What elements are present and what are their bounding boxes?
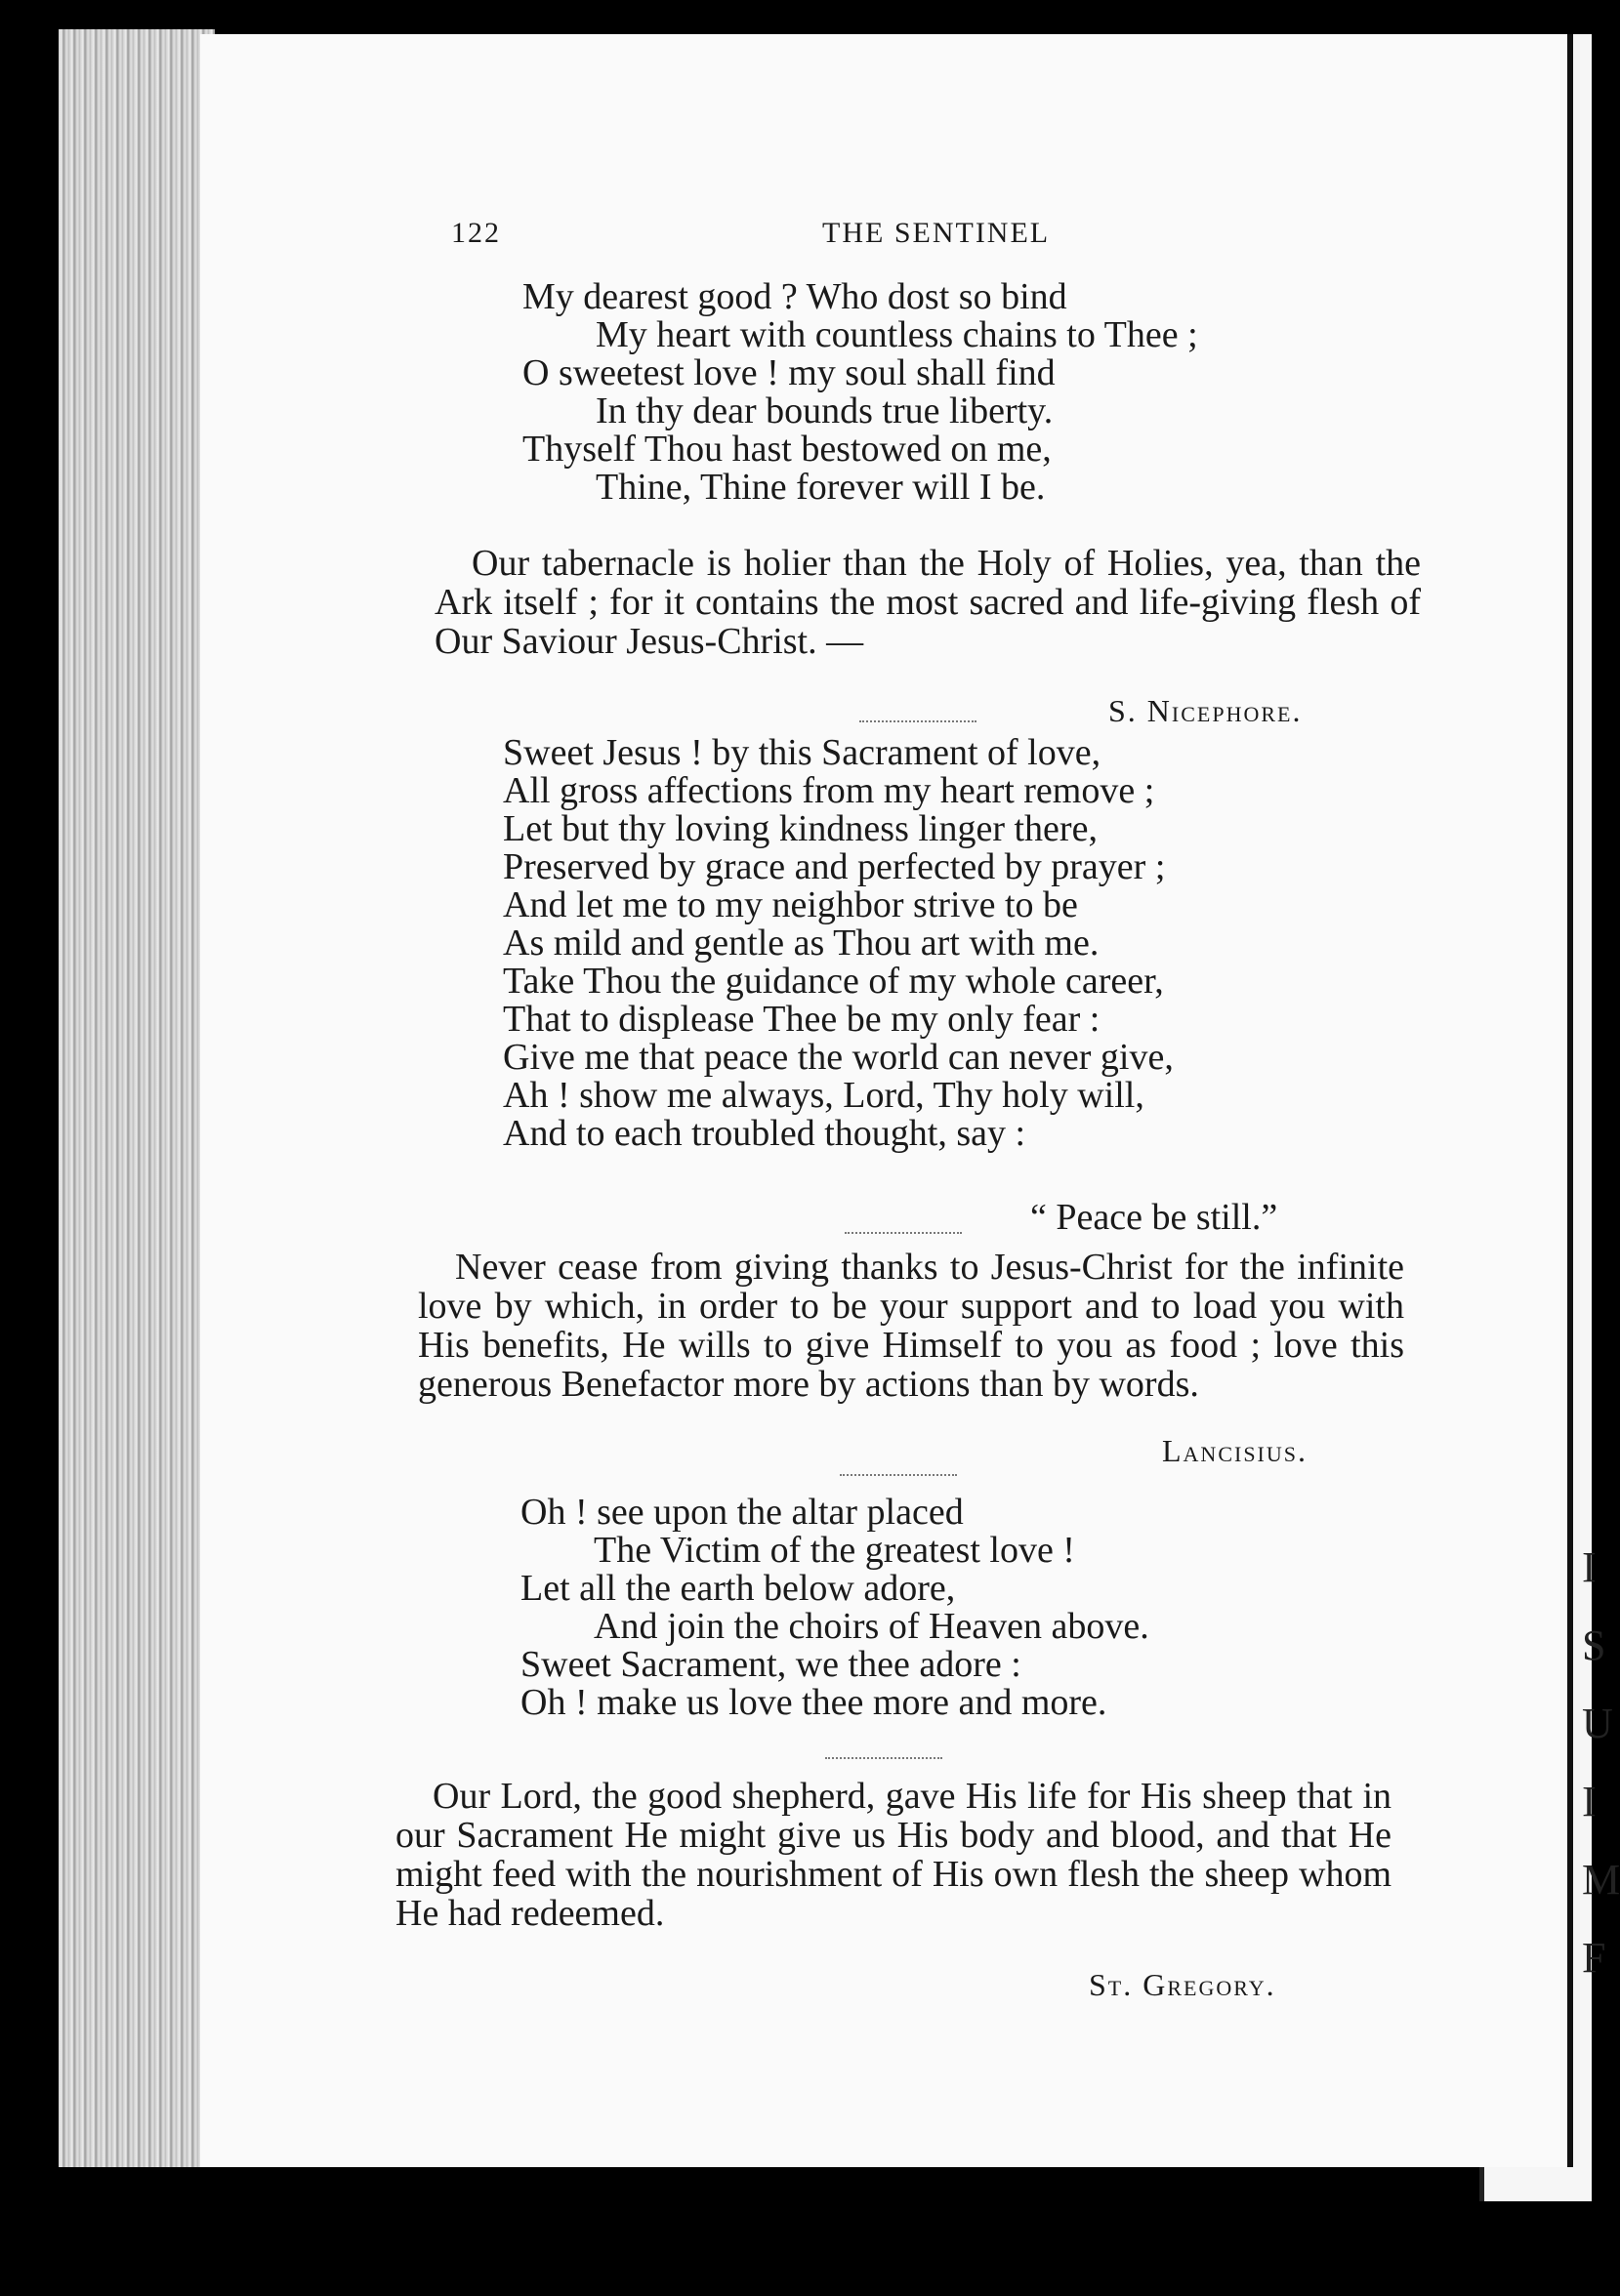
- verse-line: My dearest good ? Who dost so bind: [522, 276, 1067, 317]
- verse-line: Thyself Thou hast bestowed on me,: [522, 429, 1052, 470]
- verse-line: “ Peace be still.”: [1030, 1197, 1278, 1238]
- facing-page-letter: I: [1582, 1543, 1597, 1591]
- facing-page-letter: S: [1582, 1621, 1606, 1669]
- verse-line: All gross affections from my heart remove ;: [503, 770, 1155, 811]
- verse-line: Sweet Sacrament, we thee adore :: [520, 1644, 1021, 1685]
- facing-page-letter: U: [1582, 1700, 1613, 1747]
- prose-passage-3: [395, 1777, 1392, 1933]
- verse-line: And join the choirs of Heaven above.: [594, 1606, 1149, 1647]
- verse-line: That to displease Thee be my only fear :: [503, 999, 1101, 1040]
- verse-line: And to each troubled thought, say :: [503, 1113, 1026, 1154]
- page-edges: [59, 29, 215, 2167]
- facing-page-letter: F: [1582, 1934, 1606, 1982]
- verse-stanza-1: [522, 278, 1198, 507]
- running-head: [451, 217, 1428, 266]
- verse-stanza-2-end: [1030, 1199, 1277, 1237]
- verse-line: Preserved by grace and perfected by prayer ;: [503, 846, 1166, 887]
- section-separator: [840, 1474, 957, 1482]
- verse-line: Oh ! make us love thee more and more.: [520, 1682, 1107, 1723]
- facing-page-letter: M: [1582, 1856, 1620, 1904]
- verse-line: And let me to my neighbor strive to be: [503, 884, 1078, 925]
- running-title: THE SENTINEL: [822, 217, 1051, 249]
- verse-line: Oh ! see upon the altar placed: [520, 1492, 964, 1533]
- verse-line: Sweet Jesus ! by this Sacrament of love,: [503, 732, 1101, 773]
- attribution-lancisius: Lancisius.: [1162, 1433, 1308, 1468]
- verse-line: The Victim of the greatest love !: [594, 1530, 1075, 1571]
- passage-text: Our Lord, the good shepherd, gave His life for His sheep that in our Sacrament He might give us His body and blood, and that He might feed with the nourishment of His own flesh the sheep whom He had redeemed.: [395, 1776, 1392, 1934]
- attribution-gregory: St. Gregory.: [1089, 1967, 1276, 2002]
- verse-line: Take Thou the guidance of my whole career,: [503, 961, 1164, 1002]
- verse-stanza-3: [520, 1494, 1149, 1722]
- verse-line: My heart with countless chains to Thee ;: [596, 314, 1198, 355]
- prose-passage-1: [435, 544, 1421, 661]
- section-separator: [859, 720, 976, 728]
- verse-line: Let but thy loving kindness linger there,: [503, 808, 1098, 849]
- verse-line: O sweetest love ! my soul shall find: [522, 352, 1056, 393]
- verse-line: Give me that peace the world can never give,: [503, 1037, 1174, 1078]
- section-separator: [825, 1757, 942, 1765]
- passage-text: Never cease from giving thanks to Jesus-Christ for the infinite love by which, in order to be your support and to load you with His benefits, He wills to give Himself to you as food ; love this generous Benefactor more by actions than by words.: [418, 1247, 1404, 1405]
- verse-line: In thy dear bounds true liberty.: [596, 390, 1054, 431]
- page-number: 122: [451, 217, 501, 249]
- verse-line: As mild and gentle as Thou art with me.: [503, 922, 1100, 964]
- verse-line: Let all the earth below adore,: [520, 1568, 956, 1609]
- verse-stanza-2: [503, 734, 1174, 1153]
- verse-line: Thine, Thine forever will I be.: [596, 467, 1046, 508]
- passage-text: Our tabernacle is holier than the Holy of Holies, yea, than the Ark itself ; for it contains the most sacred and life-giving flesh of Our Saviour Jesus-Christ. —: [435, 543, 1421, 662]
- section-separator: [845, 1232, 962, 1240]
- attribution-nicephore: S. Nicephore.: [1108, 693, 1303, 728]
- prose-passage-2: [418, 1248, 1404, 1404]
- facing-page-letter: I: [1582, 1778, 1597, 1825]
- verse-line: Ah ! show me always, Lord, Thy holy will,: [503, 1075, 1144, 1116]
